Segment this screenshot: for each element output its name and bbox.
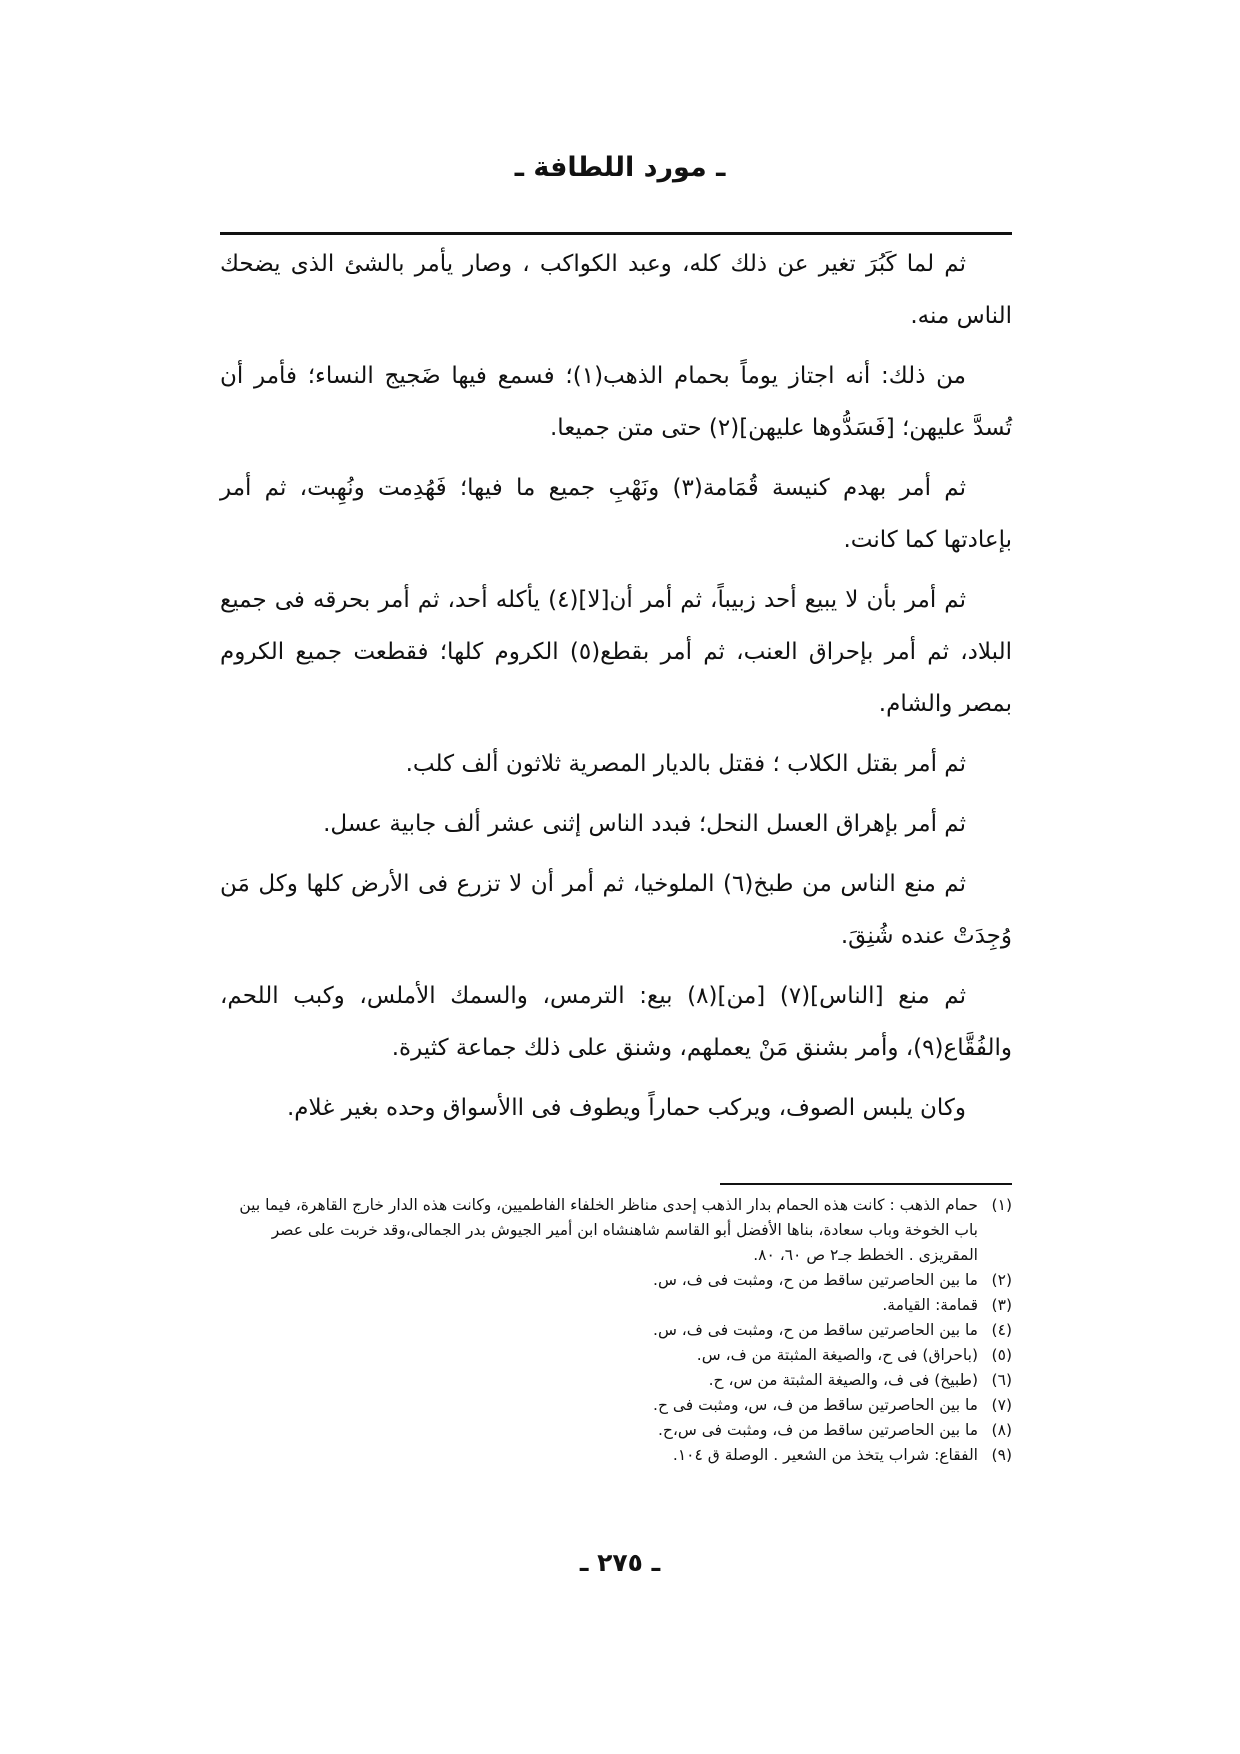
footnote-number: (٧): [991, 1396, 1012, 1414]
paragraph: ثم أمر بهدم كنيسة قُمَامة(٣) ونَهْبِ جميع ما فيها؛ فَهُدِمت ونُهِبت، ثم أمر بإعادتها كما كانت.: [220, 475, 1012, 553]
footnote-rule: [720, 1183, 1012, 1185]
footnote: [220, 1293, 1012, 1318]
paragraph: من ذلك: أنه اجتاز يوماً بحمام الذهب(١)؛ فسمع فيها ضَجيج النساء؛ فأمر أن تُسدَّ عليهن؛ [فَسَدُّوها عليهن](٢) حتى متن جميعا.: [220, 363, 1012, 441]
footnote-number: (١): [991, 1196, 1012, 1214]
footnote-number: (٩): [991, 1446, 1012, 1464]
paragraph: ثم أمر بأن لا يبيع أحد زبيباً، ثم أمر أن[لا](٤) يأكله أحد، ثم أمر بحرقه فى جميع البلاد، ثم أمر بإحراق العنب، ثم أمر بقطع(٥) الكروم كلها؛ فقطعت جميع الكروم بمصر والشام.: [220, 587, 1012, 717]
paragraph: ثم منع الناس من طبخ(٦) الملوخيا، ثم أمر أن لا تزرع فى الأرض كلها وكل مَن وُجِدَتْ عنده شُنِقَ.: [220, 871, 1012, 949]
footnote-text: ما بين الحاصرتين ساقط من ف، ومثبت فى س،ح.: [657, 1421, 978, 1439]
footnote: [220, 1443, 1012, 1468]
footnote-text: (طبيخ) فى ف، والصيغة المثبتة من س، ح.: [708, 1371, 978, 1389]
page-number: ـ ٢٧٥ ـ: [579, 1548, 661, 1577]
header-rule: [220, 232, 1012, 235]
footnote-text: الفقاع: شراب يتخذ من الشعير . الوصلة ق ١٠٤.: [672, 1446, 978, 1464]
paragraph: ثم لما كَبُرَ تغير عن ذلك كله، وعبد الكواكب ، وصار يأمر بالشئ الذى يضحك الناس منه.: [220, 251, 1012, 329]
footnote-text: حمام الذهب : كانت هذه الحمام بدار الذهب إحدى مناظر الخلفاء الفاطميين، وكانت هذه الدار خارج القاهرة، فيما بين باب الخوخة وباب سعادة، بناها الأفضل أبو القاسم شاهنشاه ابن أمير الجيوش بدر الجمالى،وقد خربت على عصر المقريزى . الخطط جـ٢ ص ٦٠، ٨٠.: [239, 1196, 978, 1264]
footnote-text: ما بين الحاصرتين ساقط من ح، ومثبت فى ف، س.: [653, 1271, 978, 1289]
footnote-text: قمامة: القيامة.: [882, 1296, 978, 1314]
footnote-number: (٨): [991, 1421, 1012, 1439]
footnote: [220, 1368, 1012, 1393]
footnotes: [220, 1193, 1012, 1468]
footnote: [220, 1343, 1012, 1368]
footnote: [220, 1318, 1012, 1343]
footnote: [220, 1418, 1012, 1443]
footnote-number: (٤): [991, 1321, 1012, 1339]
footnote-number: (٥): [991, 1346, 1012, 1364]
paragraph: ثم أمر بإهراق العسل النحل؛ فبدد الناس إثنى عشر ألف جابية عسل.: [323, 811, 966, 837]
footnote: [220, 1268, 1012, 1293]
main-text: [220, 238, 1012, 1142]
footnote-text: ما بين الحاصرتين ساقط من ح، ومثبت فى ف، س.: [653, 1321, 978, 1339]
paragraph: ثم منع [الناس](٧) [من](٨) بيع: الترمس، والسمك الأملس، وكبب اللحم، والفُقَّاع(٩)، وأمر بشنق مَنْ يعملهم، وشنق على ذلك جماعة كثيرة.: [220, 983, 1012, 1061]
footnote-text: (باحراق) فى ح، والصيغة المثبتة من ف، س.: [696, 1346, 978, 1364]
footnote: [220, 1393, 1012, 1418]
running-header: ـ مورد اللطافة ـ: [514, 152, 726, 183]
footnote: [220, 1193, 1012, 1268]
paragraph: ثم أمر بقتل الكلاب ؛ فقتل بالديار المصرية ثلاثون ألف كلب.: [405, 751, 966, 777]
paragraph: وكان يلبس الصوف، ويركب حماراً ويطوف فى االأسواق وحده بغير غلام.: [286, 1095, 966, 1121]
footnote-number: (٢): [991, 1271, 1012, 1289]
footnote-number: (٣): [991, 1296, 1012, 1314]
footnote-number: (٦): [991, 1371, 1012, 1389]
footnote-text: ما بين الحاصرتين ساقط من ف، س، ومثبت فى ح.: [653, 1396, 978, 1414]
